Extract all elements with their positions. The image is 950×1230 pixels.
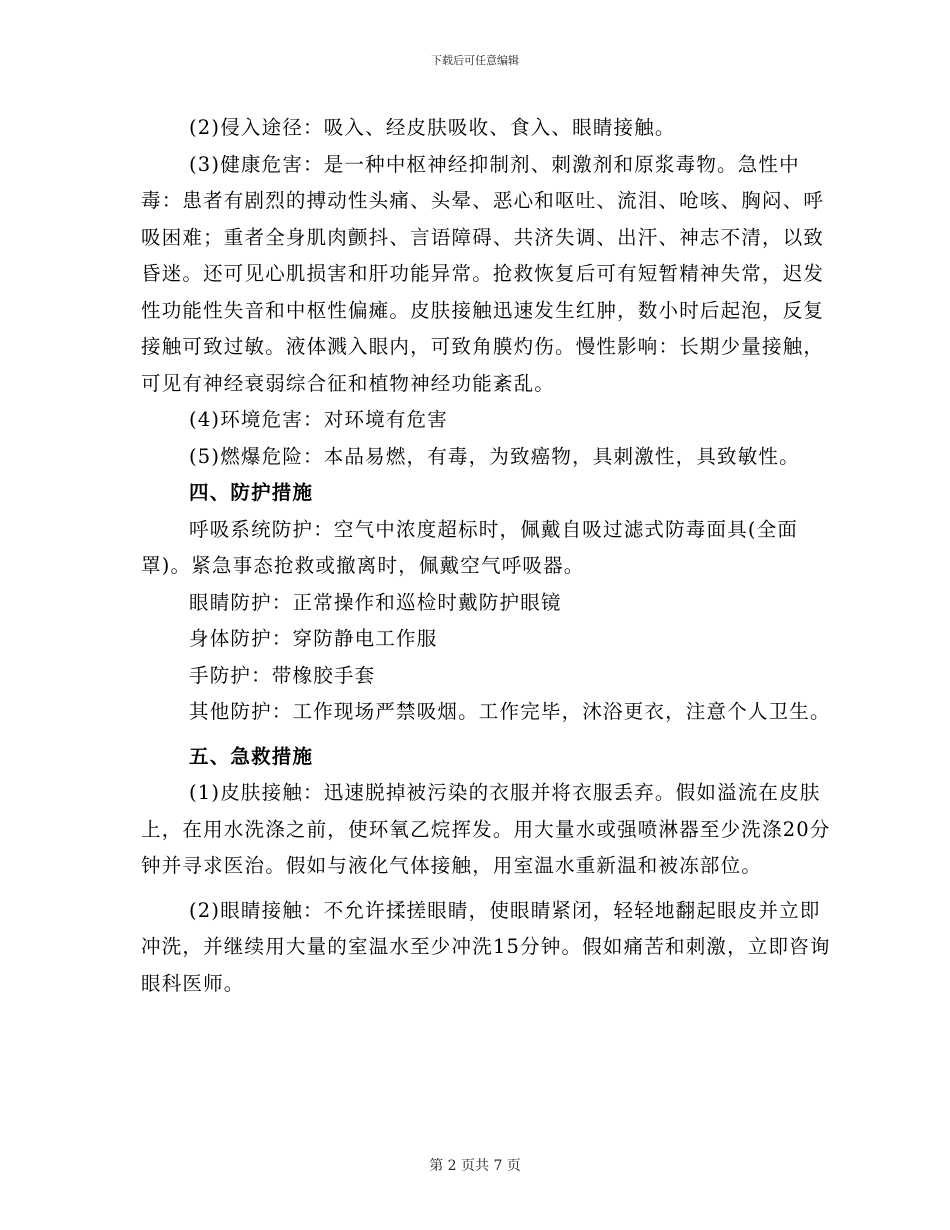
paragraph-eye-protection: 眼睛防护：正常操作和巡检时戴防护眼镜 xyxy=(189,590,562,614)
paragraph-environment-hazard: (4)环境危害：对环境有危害 xyxy=(189,408,448,431)
paragraph-respiratory-protection: 呼吸系统防护：空气中浓度超标时，佩戴自吸过滤式防毒面具(全面罩)。紧急事态抢救或撤离时，佩戴空气呼吸器。 xyxy=(141,517,799,577)
spacer xyxy=(141,885,831,893)
page-footer: 第 2 页共 7 页 xyxy=(429,1158,521,1174)
document-body xyxy=(141,110,831,1002)
paragraph-body-protection: 身体防护：穿防静电工作服 xyxy=(189,627,438,650)
paragraph-hand-protection: 手防护：带橡胶手套 xyxy=(189,663,376,687)
paragraph-invasion-route: (2)侵入途径：吸入、经皮肤吸收、食入、眼睛接触。 xyxy=(189,116,676,139)
heading-protection: 四、防护措施 xyxy=(189,481,314,504)
paragraph-skin-contact: (1)皮肤接触：迅速脱掉被污染的衣服并将衣服丢弃。假如溢流在皮肤上，在用水洗涤之前，使环氧乙烷挥发。用大量水或强喷淋器至少洗涤20分钟并寻求医治。假如与液化气体接触，用室温水重新温和被冻部位。 xyxy=(141,781,831,877)
paragraph-other-protection: 其他防护：工作现场严禁吸烟。工作完毕，沐浴更衣，注意个人卫生。 xyxy=(189,700,831,723)
heading-first-aid: 五、急救措施 xyxy=(189,744,314,768)
paragraph-fire-explosion: (5)燃爆危险：本品易燃，有毒，为致癌物，具刺激性，具致敏性。 xyxy=(189,444,800,468)
paragraph-eye-contact: (2)眼睛接触：不允许揉搓眼睛，使眼睛紧闭，轻轻地翻起眼皮并立即冲洗，并继续用大量的室温水至少冲洗15分钟。假如痛苦和刺激，立即咨询眼科医师。 xyxy=(141,898,831,995)
spacer xyxy=(141,731,831,739)
paragraph-health-hazard: (3)健康危害：是一种中枢神经抑制剂、刺激剂和原浆毒物。急性中毒：患者有剧烈的搏动性头痛、头晕、恶心和呕吐、流泪、呛咳、胸闷、呼吸困难；重者全身肌肉颤抖、言语障碍、共济失调、出汗、神志不清，以致昏迷。还可见心肌损害和肝功能异常。抢救恢复后可有短暂精神失常，迟发性功能性失音和中枢性偏瘫。皮肤接触迅速发生红肿，数小时后起泡，反复接触可致过敏。液体溅入眼内，可致角膜灼伤。慢性影响：长期少量接触，可见有神经衰弱综合征和植物神经功能紊乱。 xyxy=(141,152,825,395)
page-header: 下载后可任意编辑 xyxy=(431,54,519,67)
